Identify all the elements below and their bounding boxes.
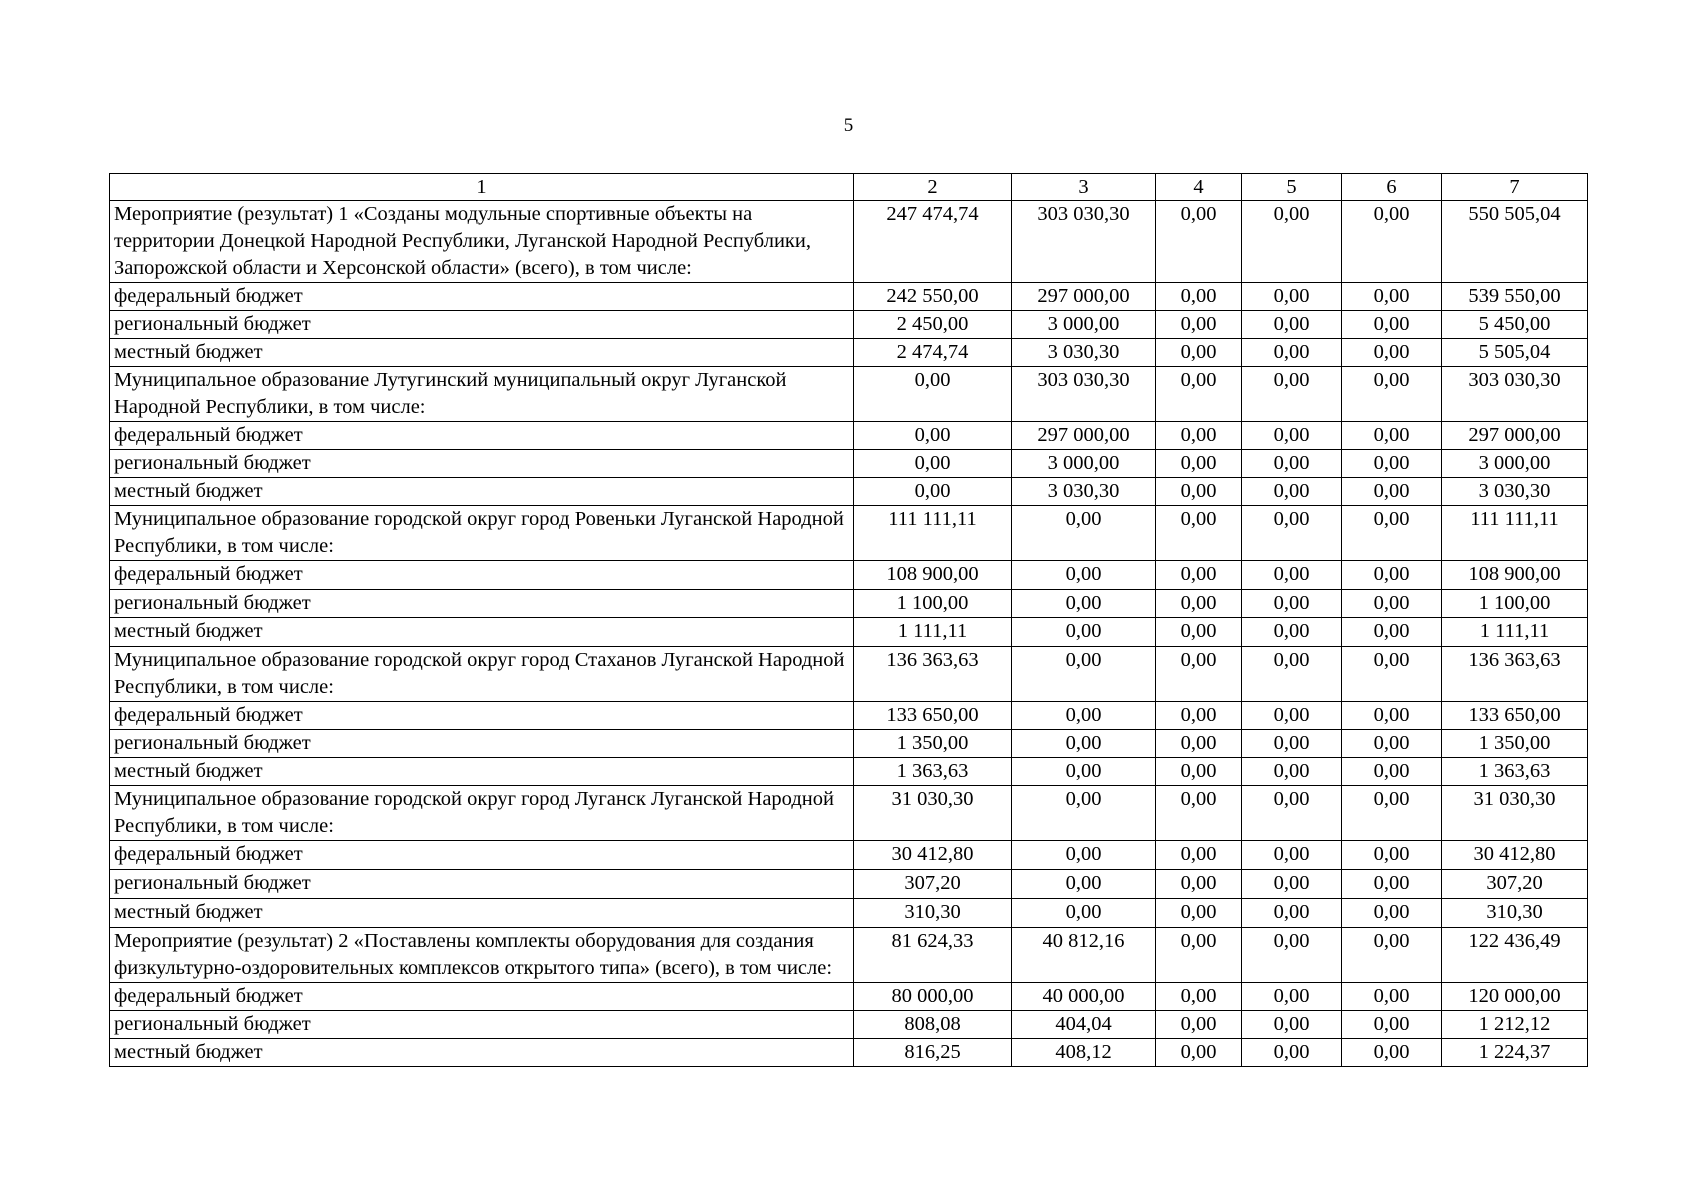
- cell-col-4: 0,00: [1156, 983, 1242, 1011]
- column-header-6: 6: [1342, 174, 1442, 201]
- cell-col-4: 0,00: [1156, 1039, 1242, 1067]
- table-row: [110, 983, 1588, 1011]
- cell-col-4: 0,00: [1156, 1011, 1242, 1039]
- row-label: Муниципальное образование городской округ город Ровеньки Луганской Народной Республики, в том числе:: [110, 506, 854, 561]
- cell-col-7: 120 000,00: [1442, 983, 1588, 1011]
- cell-col-5: 0,00: [1242, 367, 1342, 422]
- cell-col-4: 0,00: [1156, 618, 1242, 647]
- cell-col-2: 80 000,00: [854, 983, 1012, 1011]
- row-label: Мероприятие (результат) 2 «Поставлены комплекты оборудования для создания физкультурно-оздоровительных комплексов открытого типа» (всего), в том числе:: [110, 928, 854, 983]
- cell-col-7: 5 450,00: [1442, 311, 1588, 339]
- row-label: Муниципальное образование Лутугинский муниципальный округ Луганской Народной Республики, в том числе:: [110, 367, 854, 422]
- cell-col-5: 0,00: [1242, 201, 1342, 283]
- row-label: местный бюджет: [110, 1039, 854, 1067]
- cell-col-3: 0,00: [1012, 758, 1156, 786]
- cell-col-2: 136 363,63: [854, 647, 1012, 702]
- cell-col-6: 0,00: [1342, 367, 1442, 422]
- cell-col-6: 0,00: [1342, 618, 1442, 647]
- table-row: [110, 1011, 1588, 1039]
- cell-col-2: 31 030,30: [854, 786, 1012, 841]
- cell-col-3: 3 030,30: [1012, 339, 1156, 367]
- cell-col-3: 0,00: [1012, 786, 1156, 841]
- cell-col-6: 0,00: [1342, 758, 1442, 786]
- cell-col-5: 0,00: [1242, 422, 1342, 450]
- cell-col-4: 0,00: [1156, 422, 1242, 450]
- table-row: [110, 561, 1588, 590]
- cell-col-4: 0,00: [1156, 702, 1242, 730]
- cell-col-4: 0,00: [1156, 450, 1242, 478]
- cell-col-7: 111 111,11: [1442, 506, 1588, 561]
- cell-col-7: 122 436,49: [1442, 928, 1588, 983]
- row-label: федеральный бюджет: [110, 283, 854, 311]
- column-header-4: 4: [1156, 174, 1242, 201]
- cell-col-6: 0,00: [1342, 283, 1442, 311]
- cell-col-7: 30 412,80: [1442, 841, 1588, 870]
- cell-col-6: 0,00: [1342, 1039, 1442, 1067]
- table-row: [110, 283, 1588, 311]
- cell-col-6: 0,00: [1342, 590, 1442, 618]
- cell-col-6: 0,00: [1342, 1011, 1442, 1039]
- cell-col-5: 0,00: [1242, 702, 1342, 730]
- table-row: [110, 311, 1588, 339]
- cell-col-4: 0,00: [1156, 758, 1242, 786]
- table-row: [110, 201, 1588, 283]
- row-label: Муниципальное образование городской округ город Стаханов Луганской Народной Республики, в том числе:: [110, 647, 854, 702]
- cell-col-4: 0,00: [1156, 730, 1242, 758]
- cell-col-2: 307,20: [854, 870, 1012, 899]
- cell-col-7: 133 650,00: [1442, 702, 1588, 730]
- cell-col-3: 40 000,00: [1012, 983, 1156, 1011]
- cell-col-5: 0,00: [1242, 928, 1342, 983]
- row-label: федеральный бюджет: [110, 983, 854, 1011]
- row-label: местный бюджет: [110, 618, 854, 647]
- header-row: [110, 174, 1588, 201]
- cell-col-4: 0,00: [1156, 590, 1242, 618]
- cell-col-4: 0,00: [1156, 928, 1242, 983]
- cell-col-3: 297 000,00: [1012, 422, 1156, 450]
- cell-col-7: 1 100,00: [1442, 590, 1588, 618]
- cell-col-5: 0,00: [1242, 1039, 1342, 1067]
- cell-col-4: 0,00: [1156, 283, 1242, 311]
- cell-col-2: 0,00: [854, 478, 1012, 506]
- cell-col-7: 108 900,00: [1442, 561, 1588, 590]
- cell-col-2: 2 474,74: [854, 339, 1012, 367]
- cell-col-5: 0,00: [1242, 478, 1342, 506]
- cell-col-6: 0,00: [1342, 506, 1442, 561]
- cell-col-4: 0,00: [1156, 561, 1242, 590]
- cell-col-3: 297 000,00: [1012, 283, 1156, 311]
- column-header-2: 2: [854, 174, 1012, 201]
- table-row: [110, 450, 1588, 478]
- table-row: [110, 758, 1588, 786]
- table-row: [110, 367, 1588, 422]
- column-header-7: 7: [1442, 174, 1588, 201]
- table-row: [110, 928, 1588, 983]
- cell-col-6: 0,00: [1342, 928, 1442, 983]
- table-row: [110, 422, 1588, 450]
- cell-col-7: 3 030,30: [1442, 478, 1588, 506]
- cell-col-7: 307,20: [1442, 870, 1588, 899]
- table-row: [110, 841, 1588, 870]
- table-row: [110, 730, 1588, 758]
- row-label: региональный бюджет: [110, 450, 854, 478]
- cell-col-2: 247 474,74: [854, 201, 1012, 283]
- row-label: местный бюджет: [110, 758, 854, 786]
- table-row: [110, 870, 1588, 899]
- cell-col-6: 0,00: [1342, 647, 1442, 702]
- cell-col-2: 108 900,00: [854, 561, 1012, 590]
- cell-col-3: 0,00: [1012, 590, 1156, 618]
- column-header-5: 5: [1242, 174, 1342, 201]
- cell-col-2: 1 363,63: [854, 758, 1012, 786]
- cell-col-3: 0,00: [1012, 702, 1156, 730]
- cell-col-3: 0,00: [1012, 730, 1156, 758]
- cell-col-3: 404,04: [1012, 1011, 1156, 1039]
- cell-col-7: 3 000,00: [1442, 450, 1588, 478]
- cell-col-3: 0,00: [1012, 506, 1156, 561]
- table-row: [110, 590, 1588, 618]
- row-label: федеральный бюджет: [110, 702, 854, 730]
- page-number: 5: [843, 115, 854, 136]
- cell-col-3: 303 030,30: [1012, 201, 1156, 283]
- cell-col-6: 0,00: [1342, 201, 1442, 283]
- cell-col-6: 0,00: [1342, 730, 1442, 758]
- cell-col-4: 0,00: [1156, 870, 1242, 899]
- cell-col-3: 40 812,16: [1012, 928, 1156, 983]
- cell-col-5: 0,00: [1242, 841, 1342, 870]
- table-row: [110, 339, 1588, 367]
- row-label: местный бюджет: [110, 899, 854, 928]
- cell-col-6: 0,00: [1342, 841, 1442, 870]
- cell-col-6: 0,00: [1342, 899, 1442, 928]
- row-label: Муниципальное образование городской округ город Луганск Луганской Народной Республики, в том числе:: [110, 786, 854, 841]
- cell-col-7: 5 505,04: [1442, 339, 1588, 367]
- row-label: Мероприятие (результат) 1 «Созданы модульные спортивные объекты на территории Донецкой Народной Республики, Луганской Народной Республики, Запорожской области и Херсонской области» (всего), в том числе:: [110, 201, 854, 283]
- row-label: федеральный бюджет: [110, 561, 854, 590]
- table-body: [110, 201, 1588, 1067]
- cell-col-2: 808,08: [854, 1011, 1012, 1039]
- table-row: [110, 478, 1588, 506]
- cell-col-6: 0,00: [1342, 561, 1442, 590]
- cell-col-2: 133 650,00: [854, 702, 1012, 730]
- cell-col-6: 0,00: [1342, 339, 1442, 367]
- cell-col-5: 0,00: [1242, 311, 1342, 339]
- budget-table: [109, 173, 1588, 1067]
- row-label: региональный бюджет: [110, 1011, 854, 1039]
- cell-col-2: 1 350,00: [854, 730, 1012, 758]
- cell-col-5: 0,00: [1242, 870, 1342, 899]
- cell-col-3: 3 000,00: [1012, 311, 1156, 339]
- cell-col-5: 0,00: [1242, 590, 1342, 618]
- cell-col-7: 31 030,30: [1442, 786, 1588, 841]
- cell-col-5: 0,00: [1242, 899, 1342, 928]
- cell-col-4: 0,00: [1156, 786, 1242, 841]
- cell-col-2: 1 111,11: [854, 618, 1012, 647]
- cell-col-2: 111 111,11: [854, 506, 1012, 561]
- cell-col-5: 0,00: [1242, 506, 1342, 561]
- cell-col-6: 0,00: [1342, 702, 1442, 730]
- row-label: федеральный бюджет: [110, 841, 854, 870]
- table-row: [110, 786, 1588, 841]
- cell-col-2: 0,00: [854, 450, 1012, 478]
- cell-col-2: 30 412,80: [854, 841, 1012, 870]
- cell-col-3: 0,00: [1012, 870, 1156, 899]
- cell-col-2: 0,00: [854, 367, 1012, 422]
- cell-col-2: 81 624,33: [854, 928, 1012, 983]
- cell-col-7: 1 363,63: [1442, 758, 1588, 786]
- cell-col-7: 303 030,30: [1442, 367, 1588, 422]
- cell-col-7: 1 111,11: [1442, 618, 1588, 647]
- cell-col-3: 3 000,00: [1012, 450, 1156, 478]
- cell-col-2: 242 550,00: [854, 283, 1012, 311]
- row-label: местный бюджет: [110, 339, 854, 367]
- table-row: [110, 647, 1588, 702]
- cell-col-7: 136 363,63: [1442, 647, 1588, 702]
- cell-col-5: 0,00: [1242, 618, 1342, 647]
- cell-col-6: 0,00: [1342, 870, 1442, 899]
- cell-col-7: 310,30: [1442, 899, 1588, 928]
- table-row: [110, 702, 1588, 730]
- cell-col-4: 0,00: [1156, 367, 1242, 422]
- column-header-3: 3: [1012, 174, 1156, 201]
- column-header-1: 1: [110, 174, 854, 201]
- table-header: [110, 174, 1588, 201]
- table-row: [110, 899, 1588, 928]
- cell-col-6: 0,00: [1342, 311, 1442, 339]
- cell-col-2: 816,25: [854, 1039, 1012, 1067]
- cell-col-7: 1 350,00: [1442, 730, 1588, 758]
- cell-col-5: 0,00: [1242, 283, 1342, 311]
- cell-col-4: 0,00: [1156, 339, 1242, 367]
- cell-col-5: 0,00: [1242, 983, 1342, 1011]
- cell-col-3: 408,12: [1012, 1039, 1156, 1067]
- cell-col-7: 539 550,00: [1442, 283, 1588, 311]
- cell-col-2: 2 450,00: [854, 311, 1012, 339]
- cell-col-7: 1 224,37: [1442, 1039, 1588, 1067]
- cell-col-3: 303 030,30: [1012, 367, 1156, 422]
- cell-col-4: 0,00: [1156, 311, 1242, 339]
- cell-col-2: 310,30: [854, 899, 1012, 928]
- cell-col-7: 1 212,12: [1442, 1011, 1588, 1039]
- cell-col-4: 0,00: [1156, 647, 1242, 702]
- row-label: региональный бюджет: [110, 590, 854, 618]
- row-label: региональный бюджет: [110, 870, 854, 899]
- cell-col-2: 0,00: [854, 422, 1012, 450]
- cell-col-7: 297 000,00: [1442, 422, 1588, 450]
- cell-col-3: 0,00: [1012, 841, 1156, 870]
- row-label: федеральный бюджет: [110, 422, 854, 450]
- cell-col-5: 0,00: [1242, 339, 1342, 367]
- cell-col-4: 0,00: [1156, 201, 1242, 283]
- row-label: региональный бюджет: [110, 730, 854, 758]
- cell-col-6: 0,00: [1342, 478, 1442, 506]
- cell-col-5: 0,00: [1242, 1011, 1342, 1039]
- cell-col-4: 0,00: [1156, 841, 1242, 870]
- cell-col-4: 0,00: [1156, 478, 1242, 506]
- table-row: [110, 618, 1588, 647]
- cell-col-2: 1 100,00: [854, 590, 1012, 618]
- cell-col-3: 0,00: [1012, 561, 1156, 590]
- cell-col-5: 0,00: [1242, 647, 1342, 702]
- cell-col-5: 0,00: [1242, 758, 1342, 786]
- cell-col-7: 550 505,04: [1442, 201, 1588, 283]
- table-row: [110, 506, 1588, 561]
- cell-col-6: 0,00: [1342, 786, 1442, 841]
- cell-col-3: 0,00: [1012, 899, 1156, 928]
- cell-col-4: 0,00: [1156, 899, 1242, 928]
- cell-col-6: 0,00: [1342, 422, 1442, 450]
- row-label: региональный бюджет: [110, 311, 854, 339]
- cell-col-5: 0,00: [1242, 561, 1342, 590]
- cell-col-3: 3 030,30: [1012, 478, 1156, 506]
- cell-col-6: 0,00: [1342, 983, 1442, 1011]
- cell-col-5: 0,00: [1242, 786, 1342, 841]
- cell-col-4: 0,00: [1156, 506, 1242, 561]
- cell-col-5: 0,00: [1242, 730, 1342, 758]
- cell-col-5: 0,00: [1242, 450, 1342, 478]
- cell-col-6: 0,00: [1342, 450, 1442, 478]
- table-row: [110, 1039, 1588, 1067]
- cell-col-3: 0,00: [1012, 618, 1156, 647]
- row-label: местный бюджет: [110, 478, 854, 506]
- cell-col-3: 0,00: [1012, 647, 1156, 702]
